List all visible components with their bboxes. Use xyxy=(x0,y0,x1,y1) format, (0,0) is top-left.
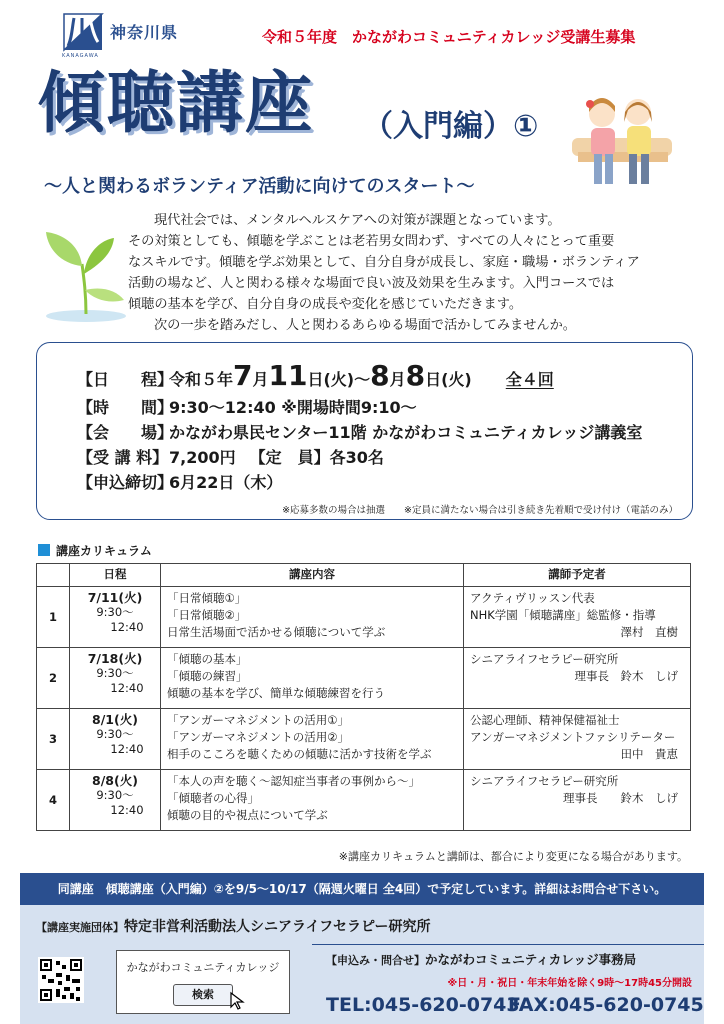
content-line: 「日常傾聴②」 xyxy=(167,608,247,622)
fee-row xyxy=(77,445,384,468)
qr-code-icon[interactable] xyxy=(38,957,84,1003)
intro-line: 活動の場など、人と関わる様々な場面で良い波及効果を生みます。入門コースでは xyxy=(128,276,615,291)
table-row xyxy=(37,709,691,770)
schedule-day1: 11 xyxy=(268,359,308,392)
page-title: 傾聴講座 xyxy=(38,64,314,142)
lecturer-line: シニアライフセラピー研究所 xyxy=(470,774,619,788)
content-line: 「本人の声を聴く〜認知症当事者の事例から〜」 xyxy=(167,774,420,788)
session-content xyxy=(161,709,464,770)
lecturer-line: アンガーマネジメントファシリテーター xyxy=(470,730,676,744)
content-line: 「傾聴の練習」 xyxy=(167,669,248,683)
curriculum-note: ※講座カリキュラムと講師は、都合により変更になる場合があります。 xyxy=(338,850,688,863)
session-time-end: 12:40 xyxy=(110,742,144,756)
content-line: 日常生活場面で活かせる傾聴について学ぶ xyxy=(167,625,386,639)
column-header: 講座内容 xyxy=(161,564,464,587)
people-illustration xyxy=(572,92,672,190)
tel-number[interactable]: TEL:045-620-0743 xyxy=(326,994,520,1016)
content-line: 傾聴の基本を学び、簡単な傾聴練習を行う xyxy=(167,686,386,700)
lecturer-name: 理事長 鈴木 しげ xyxy=(563,791,678,805)
contact-heading xyxy=(326,950,636,968)
prefecture-name: 神奈川県 xyxy=(110,23,179,42)
table-row xyxy=(37,587,691,648)
course-info-box xyxy=(36,342,693,520)
prefecture-sub: KANAGAWA xyxy=(62,53,99,59)
session-time-end: 12:40 xyxy=(110,803,144,817)
lecturer-line: 公認心理師、精神保健福祉士 xyxy=(470,713,620,727)
schedule-month2-unit: 月 xyxy=(389,370,406,389)
curriculum-heading xyxy=(38,542,152,559)
office-hours: ※日・月・祝日・年末年始を除く9時〜17時45分開設 xyxy=(447,978,692,989)
fee-label: 【受 講 料】 xyxy=(77,448,169,467)
schedule-day1-unit: 日(火)〜 xyxy=(307,370,371,389)
session-time-start: 9:30〜 xyxy=(96,666,134,680)
fee-value: 7,200円 xyxy=(169,448,236,467)
table-row xyxy=(37,770,691,831)
lecturer-name: 澤村 直樹 xyxy=(620,625,678,639)
lecturer-line: シニアライフセラピー研究所 xyxy=(470,652,619,666)
column-header xyxy=(37,564,70,587)
table-row xyxy=(37,648,691,709)
session-time-start: 9:30〜 xyxy=(96,788,134,802)
curriculum-heading-text: 講座カリキュラム xyxy=(56,544,152,558)
search-widget xyxy=(116,950,290,1014)
schedule-count: 全４回 xyxy=(505,370,554,389)
time-row xyxy=(77,395,417,418)
intro-line: なスキルです。傾聴を学ぶ効果として、自分自身が成長し、家庭・職場・ボランティア xyxy=(128,255,640,270)
schedule-month1-unit: 月 xyxy=(252,370,269,389)
deadline-value: 6月22日（木） xyxy=(169,473,283,492)
session-date: 8/8(火) xyxy=(92,773,138,788)
contact-name: かながわコミュニティカレッジ事務局 xyxy=(425,952,637,967)
venue-row xyxy=(77,420,642,443)
search-label: かながわコミュニティカレッジ xyxy=(126,961,280,974)
content-line: 「アンガーマネジメントの活用②」 xyxy=(167,730,350,744)
session-date: 7/18(火) xyxy=(87,651,143,666)
content-line: 「アンガーマネジメントの活用①」 xyxy=(167,713,350,727)
content-line: 「傾聴の基本」 xyxy=(167,652,248,666)
session-date: 8/1(火) xyxy=(92,712,138,727)
schedule-row xyxy=(77,359,554,392)
column-header: 講師予定者 xyxy=(464,564,691,587)
schedule-label: 【日 程】 xyxy=(77,370,174,389)
session-time-start: 9:30〜 xyxy=(96,605,134,619)
session-date-cell xyxy=(70,709,161,770)
session-lecturer xyxy=(464,709,691,770)
organizer-tag: 【講座実施団体】 xyxy=(36,921,124,934)
lecturer-name: 田中 貴恵 xyxy=(620,747,678,761)
schedule-month2: 8 xyxy=(370,359,390,392)
sprout-illustration xyxy=(42,224,130,324)
intro-line: 次の一歩を踏みだし、人と関わるあらゆる場面で活かしてみませんか。 xyxy=(154,318,576,333)
organizer xyxy=(36,916,430,936)
contact-divider xyxy=(312,944,704,945)
schedule-day2: 8 xyxy=(405,359,426,392)
time-label: 【時 間】 xyxy=(77,398,174,417)
cursor-icon xyxy=(229,991,249,1011)
capacity-value: 各30名 xyxy=(329,448,384,467)
schedule-day2-unit: 日(火) xyxy=(425,370,472,389)
deadline-row xyxy=(77,470,282,493)
recruit-title: 令和５年度 かながわコミュニティカレッジ受講生募集 xyxy=(262,28,636,46)
contact-tag: 【申込み・問合せ】 xyxy=(326,954,425,967)
lecturer-name: 理事長 鈴木 しげ xyxy=(574,669,678,683)
session-time-end: 12:40 xyxy=(110,620,144,634)
page-subtitle: （入門編）① xyxy=(363,109,539,144)
venue-value: かながわ県民センター11階 かながわコミュニティカレッジ講義室 xyxy=(169,423,643,442)
content-line: 相手のこころを聴くための傾聴に活かす技術を学ぶ xyxy=(167,747,432,761)
intro-line: 現代社会では、メンタルヘルスケアへの対策が課題となっています。 xyxy=(154,213,561,228)
search-button[interactable]: 検索 xyxy=(173,984,233,1006)
fax-number: FAX:045-620-0745 xyxy=(508,994,704,1016)
session-lecturer xyxy=(464,587,691,648)
time-value: 9:30〜12:40 ※開場時間9:10〜 xyxy=(169,398,417,417)
content-line: 「日常傾聴①」 xyxy=(167,591,247,605)
intro-line: 傾聴の基本を学び、自分自身の成長や変化を感じていただきます。 xyxy=(128,297,523,312)
notice-banner: 同講座 傾聴講座（入門編）②を9/5〜10/17（隔週火曜日 全4回）で予定しています。詳細はお問合せ下さい。 xyxy=(20,873,704,905)
heading-square-icon xyxy=(38,544,50,556)
kanagawa-logo xyxy=(60,10,106,54)
session-date-cell xyxy=(70,648,161,709)
session-content xyxy=(161,587,464,648)
capacity-label: 【定 員】 xyxy=(249,448,330,467)
session-number: 1 xyxy=(37,587,70,648)
intro-text xyxy=(128,210,698,336)
column-header: 日程 xyxy=(70,564,161,587)
session-date: 7/11(火) xyxy=(87,590,143,605)
deadline-label: 【申込締切】 xyxy=(77,473,174,492)
session-lecturer xyxy=(464,770,691,831)
lecturer-line: NHK学園「傾聴講座」総監修・指導 xyxy=(470,608,656,622)
curriculum-table xyxy=(36,563,691,831)
session-content xyxy=(161,770,464,831)
lecturer-line: アクティヴリッスン代表 xyxy=(470,591,595,605)
table-header-row xyxy=(37,564,691,587)
session-date-cell xyxy=(70,770,161,831)
schedule-prefix: 令和５年 xyxy=(169,370,234,389)
catchphrase: 〜人と関わるボランティア活動に向けてのスタート〜 xyxy=(44,176,475,197)
session-number: 2 xyxy=(37,648,70,709)
content-line: 傾聴の目的や視点について学ぶ xyxy=(167,808,328,822)
session-lecturer xyxy=(464,648,691,709)
organizer-name: 特定非営利活動法人シニアライフセラピー研究所 xyxy=(124,919,431,935)
intro-line: その対策としても、傾聴を学ぶことは老若男女問わず、すべての人々にとって重要 xyxy=(128,234,615,249)
content-line: 「傾聴者の心得」 xyxy=(167,791,259,805)
session-number: 3 xyxy=(37,709,70,770)
session-time-end: 12:40 xyxy=(110,681,144,695)
session-time-start: 9:30〜 xyxy=(96,727,134,741)
info-note: ※応募多数の場合は抽選 ※定員に満たない場合は引き続き先着順で受け付け（電話のみ） xyxy=(282,505,678,516)
venue-label: 【会 場】 xyxy=(77,423,174,442)
session-date-cell xyxy=(70,587,161,648)
schedule-month1: 7 xyxy=(233,359,253,392)
session-content xyxy=(161,648,464,709)
session-number: 4 xyxy=(37,770,70,831)
